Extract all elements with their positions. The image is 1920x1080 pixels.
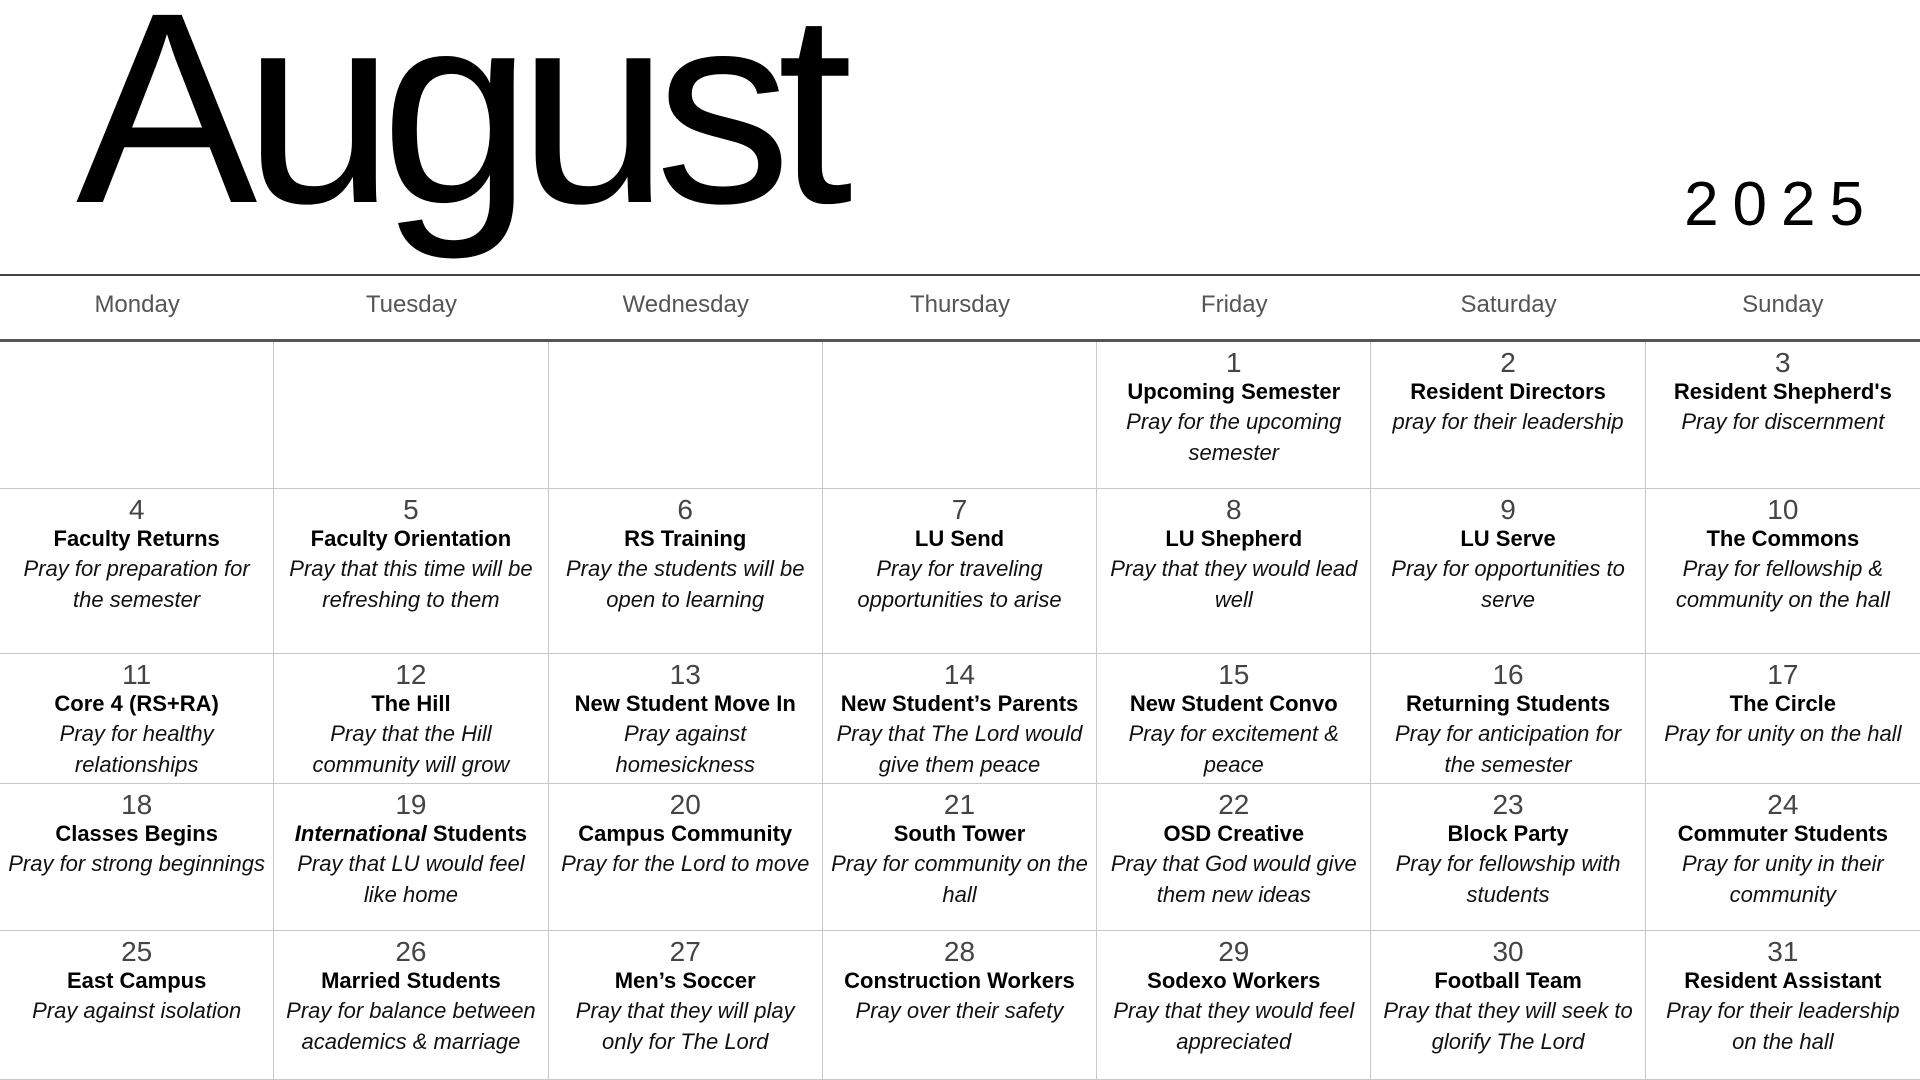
day-cell xyxy=(274,784,548,931)
event-title: Football Team xyxy=(1434,968,1582,993)
weekday-wednesday: Wednesday xyxy=(622,291,749,318)
event-title: RS Training xyxy=(624,526,747,551)
day-number: 31 xyxy=(1767,936,1799,967)
event-title-italic: International xyxy=(294,821,427,846)
day-cell xyxy=(823,784,1097,931)
event-title: LU Serve xyxy=(1460,526,1556,551)
event-prayer: Pray for fellowship & community on the hall xyxy=(1675,556,1890,612)
day-number: 2 xyxy=(1500,347,1516,378)
day-cell xyxy=(1371,654,1645,784)
day-number: 11 xyxy=(122,659,152,690)
day-number: 5 xyxy=(403,494,419,525)
event-prayer: Pray for opportunities to serve xyxy=(1391,556,1625,612)
day-cell xyxy=(274,342,548,489)
day-number: 22 xyxy=(1218,789,1250,820)
day-number: 1 xyxy=(1225,347,1242,378)
event-title: Married Students xyxy=(321,968,501,993)
day-number: 26 xyxy=(395,936,427,967)
day-cell xyxy=(1371,342,1645,489)
day-number: 7 xyxy=(951,494,968,525)
event-prayer: Pray for traveling opportunities to arise xyxy=(857,556,1062,612)
event-title-text: Students xyxy=(432,821,528,846)
day-number: 4 xyxy=(128,494,145,525)
day-number: 23 xyxy=(1492,789,1524,820)
day-cell xyxy=(0,931,274,1080)
event-prayer: Pray against homesickness xyxy=(615,721,755,777)
day-cell xyxy=(0,342,274,489)
event-title: Resident Shepherd's xyxy=(1673,379,1892,404)
day-cell xyxy=(1097,654,1371,784)
day-number: 28 xyxy=(943,936,976,967)
day-number: 17 xyxy=(1767,659,1799,690)
event-prayer: Pray that they would lead well xyxy=(1110,556,1358,612)
day-number: 16 xyxy=(1492,659,1524,690)
event-prayer: Pray that this time will be refreshing to them xyxy=(289,556,533,612)
day-number: 15 xyxy=(1218,659,1250,690)
event-prayer: Pray for community on the hall xyxy=(831,851,1088,907)
event-title: Construction Workers xyxy=(844,968,1075,993)
day-cell xyxy=(1097,342,1371,489)
day-number: 8 xyxy=(1225,494,1242,525)
day-cell xyxy=(823,342,1097,489)
event-title: The Circle xyxy=(1729,691,1837,716)
event-prayer: Pray that they will seek to glorify The Lord xyxy=(1383,998,1633,1054)
event-title: Core 4 (RS+RA) xyxy=(54,691,219,716)
day-cell xyxy=(549,931,823,1080)
day-cell xyxy=(823,654,1097,784)
day-cell xyxy=(274,489,548,654)
event-prayer: Pray for preparation for the semester xyxy=(23,556,250,612)
event-prayer: Pray that they will play only for The Lord xyxy=(575,998,795,1054)
event-title: Sodexo Workers xyxy=(1147,968,1321,993)
day-cell xyxy=(1371,931,1645,1080)
day-cell xyxy=(274,654,548,784)
event-prayer: Pray for anticipation for the semester xyxy=(1394,721,1622,777)
day-number: 13 xyxy=(669,659,701,690)
event-prayer: Pray for healthy relationships xyxy=(59,721,214,777)
day-cell xyxy=(823,931,1097,1080)
event-prayer: Pray that they would feel appreciated xyxy=(1113,998,1355,1054)
event-title: East Campus xyxy=(66,968,207,993)
event-prayer: Pray that the Hill community will grow xyxy=(312,721,510,777)
event-prayer: Pray for fellowship with students xyxy=(1395,851,1621,907)
event-prayer: Pray for discernment xyxy=(1681,409,1885,434)
event-prayer: Pray over their safety xyxy=(855,998,1064,1023)
event-prayer: Pray that God would give them new ideas xyxy=(1110,851,1357,907)
weekday-thursday: Thursday xyxy=(909,291,1010,318)
day-cell xyxy=(0,784,274,931)
day-cell xyxy=(549,654,823,784)
event-prayer: Pray for balance between academics & marriage xyxy=(286,998,536,1054)
event-title: Campus Community xyxy=(578,821,793,846)
day-number: 24 xyxy=(1767,789,1799,820)
day-number: 3 xyxy=(1775,347,1791,378)
event-title: Faculty Returns xyxy=(53,526,220,551)
day-cell xyxy=(1646,931,1920,1080)
year-title: 2025 xyxy=(1684,170,1878,239)
event-prayer: Pray for unity in their community xyxy=(1681,851,1884,907)
event-prayer: Pray for excitement & peace xyxy=(1128,721,1339,777)
day-cell xyxy=(1097,489,1371,654)
event-title xyxy=(274,820,547,848)
day-cell xyxy=(549,489,823,654)
event-prayer: Pray for the Lord to move xyxy=(561,851,810,876)
day-cell xyxy=(274,931,548,1080)
day-number: 6 xyxy=(677,494,693,525)
event-title: Returning Students xyxy=(1406,691,1611,716)
event-prayer: Pray that LU would feel like home xyxy=(297,851,525,907)
day-number: 9 xyxy=(1500,494,1516,525)
event-title: Resident Assistant xyxy=(1684,968,1882,993)
day-cell xyxy=(1646,342,1920,489)
event-title: The Commons xyxy=(1706,526,1860,551)
calendar-grid xyxy=(0,342,1920,1080)
event-title: LU Send xyxy=(914,526,1005,551)
day-cell xyxy=(0,654,274,784)
day-number: 20 xyxy=(669,789,701,820)
event-prayer: Pray for unity on the hall xyxy=(1664,721,1902,746)
day-number: 21 xyxy=(943,789,976,820)
event-title: Upcoming Semester xyxy=(1127,379,1341,404)
event-prayer: Pray against isolation xyxy=(32,998,242,1023)
event-prayer: Pray that The Lord would give them peace xyxy=(836,721,1083,777)
day-number: 30 xyxy=(1492,936,1524,967)
day-number: 29 xyxy=(1218,936,1250,967)
event-prayer: Pray the students will be open to learning xyxy=(565,556,805,612)
event-title: Faculty Orientation xyxy=(310,526,512,551)
weekday-saturday: Saturday xyxy=(1460,291,1557,318)
weekday-friday: Friday xyxy=(1200,291,1268,318)
event-title: New Student Move In xyxy=(574,691,796,716)
event-prayer: pray for their leadership xyxy=(1392,409,1624,434)
weekday-header-row xyxy=(0,276,1920,340)
day-number: 14 xyxy=(943,659,976,690)
event-title: Commuter Students xyxy=(1677,821,1888,846)
day-number: 27 xyxy=(669,936,701,967)
day-cell xyxy=(823,489,1097,654)
event-title: The Hill xyxy=(371,691,451,716)
day-cell xyxy=(1646,654,1920,784)
day-cell xyxy=(1371,784,1645,931)
day-cell xyxy=(549,342,823,489)
day-cell xyxy=(549,784,823,931)
day-cell xyxy=(0,489,274,654)
weekday-tuesday: Tuesday xyxy=(365,291,457,318)
day-number: 12 xyxy=(395,659,427,690)
day-number: 18 xyxy=(121,789,153,820)
day-cell xyxy=(1371,489,1645,654)
event-prayer: Pray for their leadership on the hall xyxy=(1666,998,1900,1054)
event-title: LU Shepherd xyxy=(1165,526,1303,551)
event-title: Resident Directors xyxy=(1410,379,1606,404)
event-prayer: Pray for the upcoming semester xyxy=(1126,409,1342,465)
day-cell xyxy=(1646,489,1920,654)
month-title: August xyxy=(76,0,839,260)
day-number: 19 xyxy=(395,789,427,820)
weekday-sunday: Sunday xyxy=(1742,291,1824,318)
event-title: Classes Begins xyxy=(55,821,218,846)
weekday-monday: Monday xyxy=(94,291,180,318)
event-title: New Student’s Parents xyxy=(840,691,1079,716)
day-cell xyxy=(1646,784,1920,931)
event-title: South Tower xyxy=(893,821,1026,846)
event-title: OSD Creative xyxy=(1163,821,1305,846)
day-cell xyxy=(1097,931,1371,1080)
event-title: New Student Convo xyxy=(1129,691,1338,716)
day-number: 10 xyxy=(1767,494,1799,525)
event-title: Block Party xyxy=(1447,821,1569,846)
event-prayer: Pray for strong beginnings xyxy=(8,851,266,876)
event-title: Men’s Soccer xyxy=(614,968,756,993)
day-cell xyxy=(1097,784,1371,931)
day-number: 25 xyxy=(121,936,153,967)
